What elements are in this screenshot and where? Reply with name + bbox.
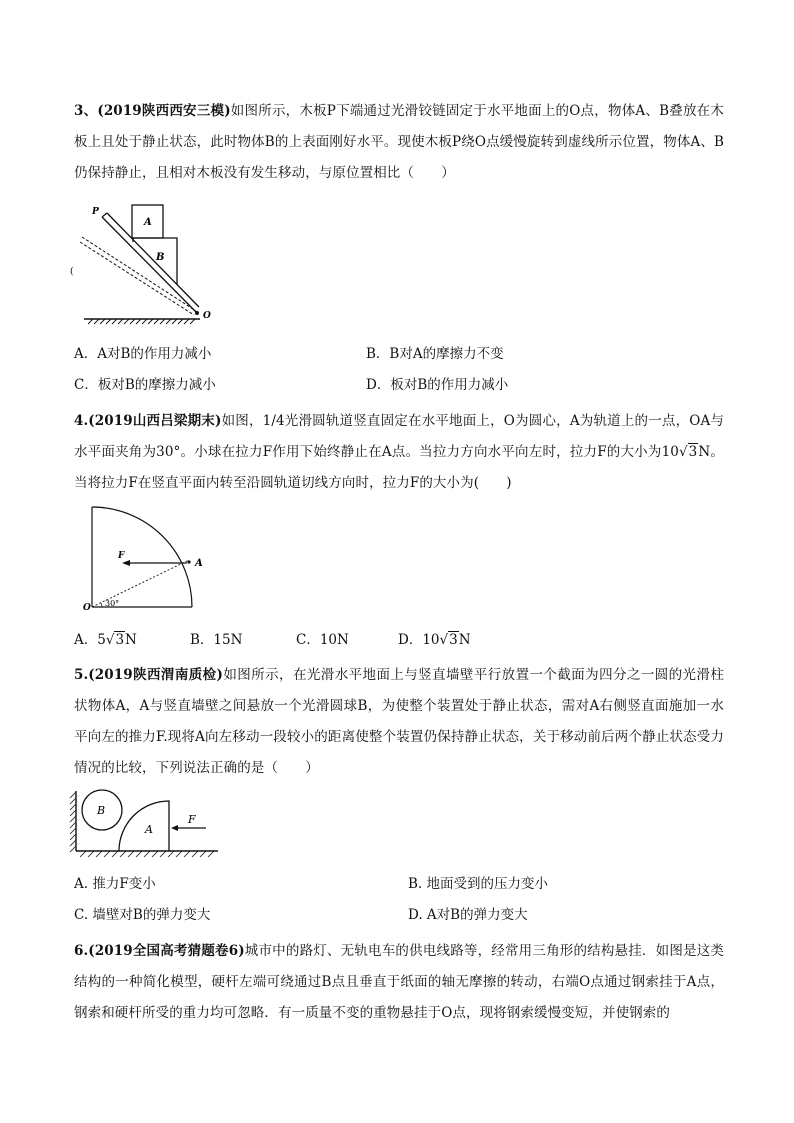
question-5-option-b: B. 地面受到的压力变小 — [408, 876, 549, 892]
question-3-source: (2019陕西西安三模) — [97, 103, 231, 119]
question-5-text — [74, 660, 724, 784]
question-4-option-a: A．5√3N — [74, 632, 137, 648]
label-angle: 30° — [105, 599, 120, 608]
question-3-body: 如图所示，木板P下端通过光滑铰链固定于水平地面上的O点，物体A、B叠放在木板上且处于静止状态，此时物体B的上表面刚好水平。现使木板P绕O点缓慢旋转到虚线所示位置，物体A、B仍保持静止，且相对木板没有发生移动，与原位置相比（ ） — [74, 103, 724, 181]
question-5-option-a: A. 推力F变小 — [74, 876, 156, 892]
question-5-figure — [68, 788, 228, 862]
label-b: B — [97, 804, 106, 817]
question-3-figure — [70, 200, 220, 334]
question-4-text — [74, 406, 724, 499]
label-p: P — [92, 207, 99, 217]
label-o: O — [203, 311, 211, 321]
question-4-body-1: 如图，1/4光滑圆轨道竖直固定在水平地面上，O为圆心，A为轨道上的一点，OA与水平面夹角为30°。小球在拉力F作用下始终静止在A点。当拉力方向水平向左时，拉力F的大小为 — [74, 413, 724, 460]
question-3-option-c: C．板对B的摩擦力减小 — [74, 377, 216, 393]
question-6-text — [74, 936, 724, 1029]
label-o: O — [83, 603, 91, 613]
question-4-number: 4. — [74, 413, 89, 429]
question-3-option-d: D．板对B的作用力减小 — [366, 377, 509, 393]
question-4-figure — [82, 500, 212, 619]
question-4-value: 10 — [661, 444, 679, 460]
sqrt-symbol: √3 — [678, 444, 698, 460]
question-4-radicand: 3 — [688, 444, 698, 460]
question-5-body: 如图所示，在光滑水平地面上与竖直墙壁平行放置一个截面为四分之一圆的光滑柱状物体A，A与竖直墙壁之间悬放一个光滑圆球B，为使整个装置处于静止状态，需对A右侧竖直面施加一水平向左的推力F.现将A向左移动一段较小的距离使整个装置仍保持静止状态，关于移动前后两个静止状态受力情况的比较，下列说法正确的是（ ） — [74, 667, 724, 776]
label-a: A — [195, 558, 203, 569]
question-5-option-c: C. 墙壁对B的弹力变大 — [74, 907, 211, 923]
label-b: B — [156, 252, 165, 263]
sqrt-symbol: √3 — [439, 632, 458, 648]
question-5-option-d: D. A对B的弹力变大 — [408, 907, 528, 923]
sqrt-symbol: √3 — [105, 632, 125, 648]
question-6-source: (2019全国高考猜题卷6) — [88, 943, 245, 959]
label-f: F — [118, 551, 125, 561]
question-4-source: (2019山西吕梁期末) — [88, 413, 222, 429]
label-a: A — [145, 823, 153, 836]
question-4-option-d: D．10√3N — [398, 632, 471, 648]
question-5-source: (2019陕西渭南质检) — [88, 667, 224, 683]
label-f: F — [188, 813, 196, 826]
question-6-body: 城市中的路灯、无轨电车的供电线路等，经常用三角形的结构悬挂．如图是这类结构的一种简化模型，硬杆左端可绕通过B点且垂直于纸面的轴无摩擦的转动，右端O点通过钢索挂于A点，钢索和硬杆所受的重力均可忽略．有一质量不变的重物悬挂于O点，现将钢索缓慢变短，并使钢索的 — [74, 943, 724, 1021]
svg-text:(: ( — [70, 267, 74, 277]
question-3-text — [74, 96, 724, 189]
question-6-number: 6. — [74, 943, 89, 959]
question-5-number: 5. — [74, 667, 89, 683]
question-3-option-b: B．B对A的摩擦力不变 — [366, 346, 504, 362]
label-a: A — [144, 217, 152, 228]
question-4-option-b: B．15N — [190, 632, 243, 648]
question-3-option-a: A．A对B的作用力减小 — [74, 346, 212, 362]
question-4-option-c: C．10N — [296, 632, 349, 648]
question-3-number: 3、 — [74, 103, 98, 119]
question-4-body-2: N。当将拉力F在竖直平面内转至沿圆轨道切线方向时，拉力F的大小为( ) — [74, 444, 724, 491]
